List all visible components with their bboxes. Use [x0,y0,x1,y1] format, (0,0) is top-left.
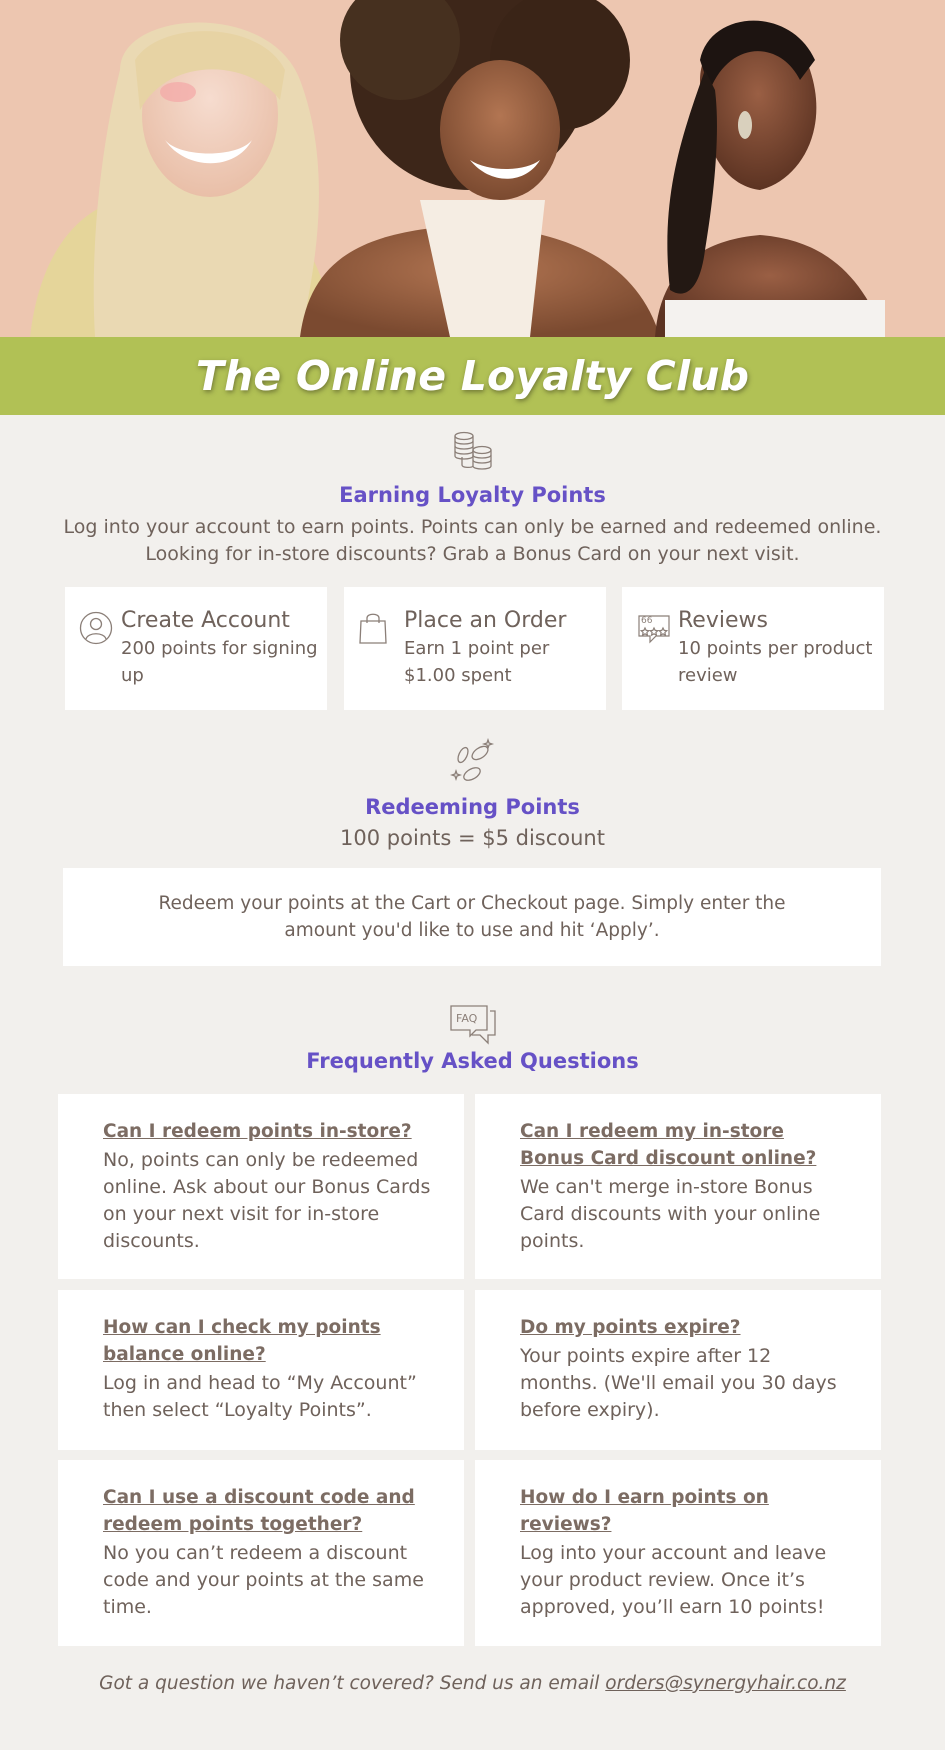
redeeming-icon-wrap [0,738,945,788]
faq-question-link[interactable]: Do my points expire? [520,1317,741,1338]
three-models-photo [0,0,945,337]
footer-text: Got a question we haven’t covered? Send us an email [99,1673,606,1694]
earning-intro: Log into your account to earn points. Points can only be earned and redeemed online. Looking for in-store discounts? Grab a Bonus Card on your next visit. [63,516,882,565]
faq-answer: Log into your account and leave your product review. Once it’s approved, you’ll earn 10 points! [520,1542,827,1618]
faq-answer: Your points expire after 12 months. (We'll email you 30 days before expiry). [520,1345,837,1421]
earn-card-title: Reviews [678,608,768,633]
faq-question-link[interactable]: How do I earn points on reviews? [520,1487,769,1535]
faq-answer: No, points can only be redeemed online. Ask about our Bonus Cards on your next visit for in-store discounts. [103,1149,431,1252]
faq-question-link[interactable]: Can I redeem points in-store? [103,1121,412,1142]
coins-stack-icon [450,430,496,472]
svg-text:66: 66 [641,616,653,626]
footer-contact [0,1673,945,1694]
redeem-description-box [63,868,881,966]
earning-title: Earning Loyalty Points [339,483,606,507]
faq-question-link[interactable]: Can I redeem my in-store Bonus Card discount online? [520,1121,817,1169]
hero-image [0,0,945,337]
earning-icon-wrap [0,430,945,472]
user-circle-icon [79,611,113,645]
faq-answer: No you can’t redeem a discount code and your points at the same time. [103,1542,424,1618]
faq-question-link[interactable]: How can I check my points balance online? [103,1317,381,1365]
review-stars-icon [636,611,672,645]
earn-card-desc: 200 points for signing up [121,638,318,686]
redeem-description: Redeem your points at the Cart or Checkout page. Simply enter the amount you'd like to use and hit ‘Apply’. [158,893,786,941]
email-link[interactable]: orders@synergyhair.co.nz [605,1673,846,1694]
faq-item [58,1460,464,1646]
faq-title: Frequently Asked Questions [306,1049,639,1073]
faq-answer: Log in and head to “My Account” then select “Loyalty Points”. [103,1372,417,1421]
faq-question-link[interactable]: Can I use a discount code and redeem points together? [103,1487,415,1535]
faq-icon-wrap [0,1003,945,1047]
redeem-value: 100 points = $5 discount [340,826,605,850]
faq-speech-bubble-icon [448,1003,498,1047]
earn-card-title: Place an Order [404,608,567,633]
earn-card-reviews [622,587,884,710]
faq-answer: We can't merge in-store Bonus Card discounts with your online points. [520,1176,821,1252]
faq-item [475,1460,881,1646]
faq-icon-label: FAQ [455,1012,477,1025]
faq-item [58,1290,464,1450]
shopping-bag-icon [358,611,388,645]
faq-item [475,1094,881,1279]
earn-card-place-order [344,587,606,710]
loyalty-club-banner [0,337,945,415]
faq-item [475,1290,881,1450]
page-title: The Online Loyalty Club [195,352,750,400]
redeeming-title: Redeeming Points [365,795,580,819]
earn-card-desc: 10 points per product review [678,638,873,686]
earn-card-create-account [65,587,327,710]
sparkling-coins-icon [450,738,496,788]
faq-item [58,1094,464,1279]
earn-card-title: Create Account [121,608,290,633]
earn-card-desc: Earn 1 point per $1.00 spent [404,638,550,686]
